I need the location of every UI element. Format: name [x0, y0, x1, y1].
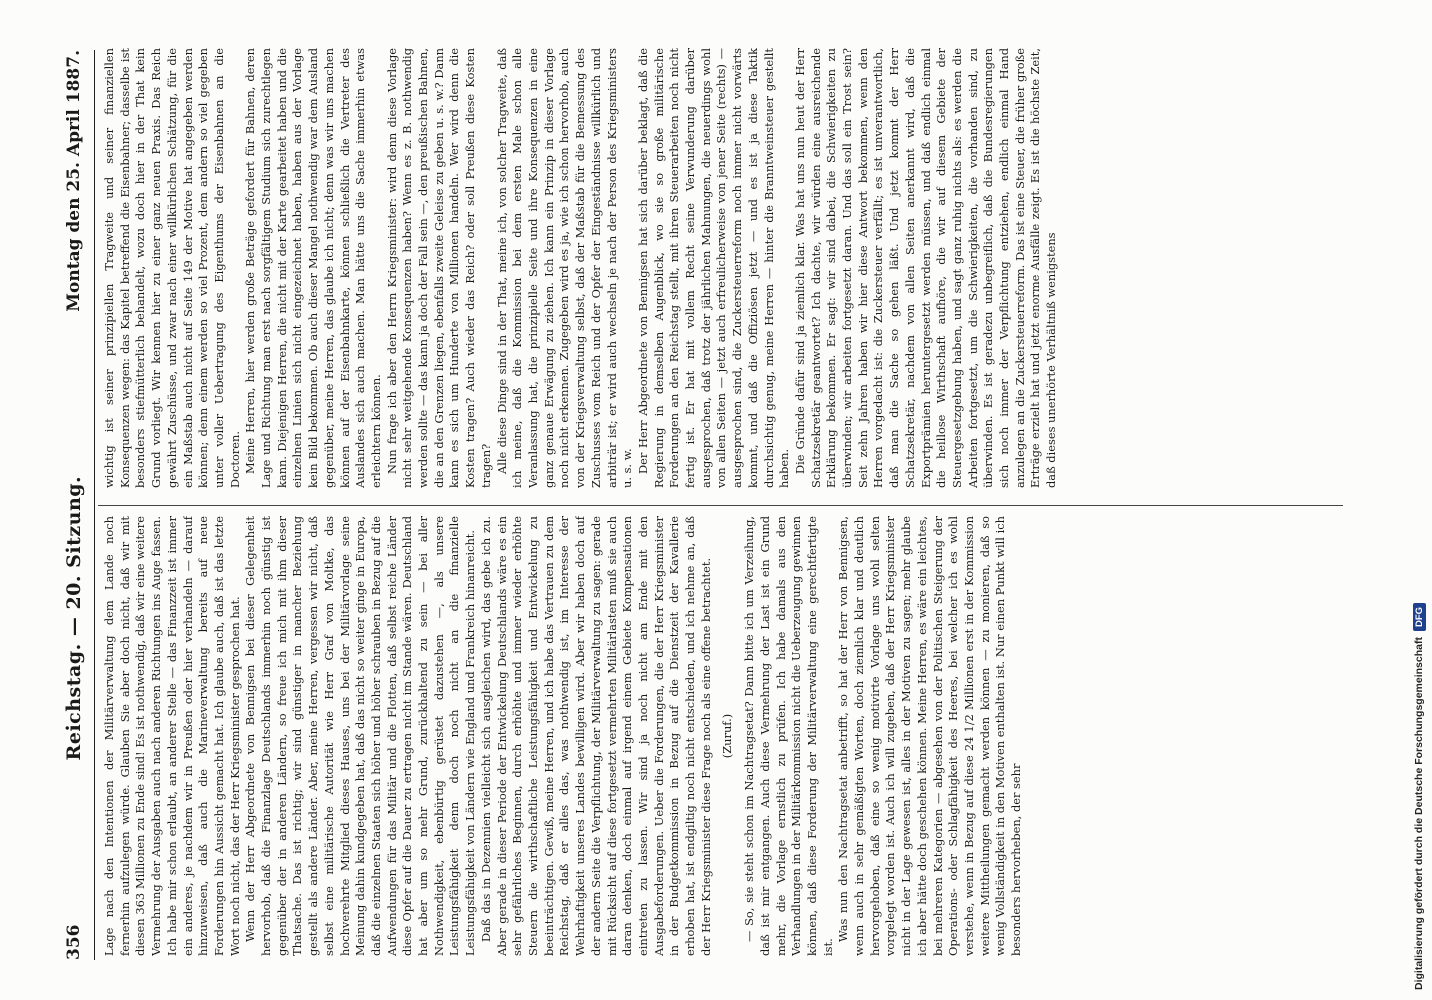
paragraph: Lage nach den Intentionen der Militärverwaltung dem Lande noch fernerhin aufzulegen würde. Glauben Sie aber doch nicht, daß wir mit diesen 363 Millionen zu Ende sind! Es ist nothwendig, daß wir eine weitere Vermehrung der Ausgaben auch nach anderen Richtungen ins Auge fassen. Ich habe mir schon erlaubt, an anderer Stelle — das Finanzzeit ist immer ein anderes, je nachdem wir in Preußen oder hier verhandeln — darauf hinzuweisen, daß auch die Marineverwaltung bereits auf neue Forderungen hin Aussicht gemacht hat. Ich glaube auch, daß ist das letzte Wort noch nicht, das der Herr Kriegsminister gesprochen hat. [102, 516, 242, 956]
running-head: Reichstag. — 20. Sitzung. [63, 475, 85, 761]
header-rule [94, 50, 95, 960]
paragraph: Wenn der Herr Abgeordnete von Bennigsen bei dieser Gelegenheit hervorhob, daß die Finanzlage Deutschlands immerhin noch günstig ist gegenüber der in anderen Ländern, so freue ich mich mit ihm dieser Thatsache. Das ist richtig; wir sind günstiger in mancher Beziehung gestellt als andere Länder. Aber, meine Herren, vergessen wir nicht, daß selbst eine militärische Autorität wie Herr Graf von Moltke, das hochverehrte Mitglied dieses Hauses, uns bei der Militärvorlage seine Meinung dahin kundgegeben hat, daß das nicht so weiter ginge in Europa, daß die einzelnen Staaten sich höher und höher schrauben in Bezug auf die Aufwendungen für das Militär und die Flotten, daß selbst reiche Länder diese Opfer auf die Dauer zu ertragen nicht im Stande wären. Deutschland hat aber um so mehr Grund, zurückhaltend zu sein — bei aller Nothwendigkeit, ebenbürtig gerüstet dazustehen —, als unsere Leistungsfähigkeit denn doch noch nicht an die finanzielle Leistungsfähigkeit von Ländern wie England und Frankreich hinanreicht. [243, 516, 478, 956]
paragraph: Was nun den Nachtragsetat anbetrifft, so hat der Herr von Bennigsen, wenn auch in sehr gemäßigten Worten, doch ziemlich klar und deutlich hervorgehoben, daß eine so wenig motivirte Vorlage uns wohl selten vorgelegt worden ist. Auch ich will zugeben, daß der Herr Kriegsminister nicht in der Lage gewesen ist, alles in der Motiven zu sagen; mehr glaube ich aber hätte doch geschehen können. Meine Herren, es wäre ein leichtes, bei mehreren Kategorien — abgesehen von der Politischen Steigerung der Operations- oder Schlagfähigkeit des Heeres, bei welcher ich es wohl verstehe, wenn in Bezug auf diese 24 1/2 Millionen erst in der Kommission weitere Mittheilungen gemacht werden können — zu monieren, daß so wenig Vollständigkeit in den Motiven enthalten ist. Nur einen Punkt will ich besonders hervorheben, der sehr [836, 516, 1024, 956]
paragraph: Alle diese Dinge sind in der That, meine ich, von solcher Tragweite, daß ich meine, daß die Kommission bei dem ersten Male schon alle Veranlassung hat, die prinzipielle Seite und ihre Konsequenzen in eine ganz genaue Erwägung zu ziehen. Ich kann ein Prinzip in dieser Vorlage noch nicht erkennen. Zugegeben wird es ja, wie ich schon hervorhob, auch von der Kriegsverwaltung selbst, daß der Maßstab für die Bemessung des Zuschusses vom Reich und der Opfer der Eingeständnisse willkürlich und arbiträr ist; er wird auch wechseln je nach der Person des Kriegsministers u. s. w. [494, 48, 635, 488]
interjection: (Zuruf.) [720, 713, 735, 759]
page-header [54, 50, 94, 960]
paragraph: Nun frage ich aber den Herrn Kriegsminister: wird denn diese Vorlage nicht sehr weitgehende Konsequenzen haben? Wenn es z. B. nothwendig werden sollte — das kann ja doch der Fall sein —, den preußischen Bahnen, die an den Grenzen liegen, ebenfalls zweite Geleise zu geben u. s. w.? Dann kann es sich um Hunderte von Millionen handeln. Wer wird denn die Kosten tragen? Auch wieder das Reich? oder soll Preußen diese Kosten tragen? [384, 48, 493, 488]
paragraph: wichtig ist seiner prinzipiellen Tragweite und seiner finanziellen Konsequenzen wegen: das Kapitel betreffend die Eisenbahner; dasselbe ist besonders stiefmütterlich behandelt, wozu doch hier in der That kein Grund vorliegt. Wir kennen hier zu einer ganz neuen Praxis. Das Reich gewährt Zuschüsse, und zwar nach einer willkürlichen Schätzung, für die ein Maßstab auch nicht auf Seite 149 der Motive hat angegeben werden können; denn einem werden so viel Prozent, dem andern so viel gegeben unter voller Uebertragung des Eigenthums der Eisenbahnen an die Doctoren. [102, 48, 242, 488]
column-divider [98, 505, 1343, 506]
paragraph: Die Gründe dafür sind ja ziemlich klar. Was hat uns nun heut der Herr Schatzsekretär geantwortet? Ich dachte, wir würden eine ausreichende Erklärung bekommen. Er sagt: wir sind dabei, die Schwierigkeiten zu überwinden; wir arbeiten fortgesetzt daran. Und das soll ein Trost sein? Seit zehn Jahren haben wir hier diese Antwort bekommen, wenn den Herren vorgedacht ist: die Zuckersteuer verfällt; es ist unverantwortlich, daß man die Sache so gehen läßt. Und jetzt kommt der Herr Schatzsekretär, nachdem von allen Seiten anerkannt wird, daß die Exportprämien heruntergesetzt werden müssen, und daß endlich einmal die heillose Wirthschaft aufhöre, die wir auf diesem Gebiete der Steuergesetzgebung haben, und sagt ganz ruhig nichts als: es werden die Arbeiten fortgesetzt, um die Schwierigkeiten, die vorhanden sind, zu überwinden. Es ist geradezu unbegreiflich, daß die Bundesregierungen sich noch immer der Verpflichtung entziehen, endlich einmal Hand anzulegen an die Zuckersteuerreform. Das ist eine Steuer, die früher große Erträge erzielt hat und jetzt enorme Ausfälle zeigt. Es ist die höchste Zeit, daß dieses unerhörte Verhältniß wenigstens [792, 48, 1059, 488]
paragraph: Daß das in Dezennien vielleicht sich ausgleichen wird, das gebe ich zu. Aber gerade in dieser Periode der Entwickelung Deutschlands wäre es ein sehr gefährliches Beginnen, durch erhöhte und immer wieder erhöhte Steuern die wirthschaftliche Leistungsfähigkeit und Entwickelung zu beeinträchtigen. Gewiß, meine Herren, und ich habe das Vertrauen zu dem Reichstag, daß er alles das, was nothwendig ist, im Interesse der Wehrhaftigkeit unseres Landes bewilligen wird. Aber wir haben doch auf der andern Seite die Verpflichtung, der Militärverwaltung zu sagen: gerade mit Rücksicht auf diese fortgesetzt vermehrten Militärlasten muß sie auch daran denken, doch einmal auf irgend einem Gebiete Kompensationen eintreten zu lassen. Wir sind ja noch nicht am Ende mit den Ausgabeforderungen. Ueber die Forderungen, die der Herr Kriegsminister in der Budgetkommission in Bezug auf die Dienstzeit der Kavallerie erhoben hat, ist endgiltig noch nicht entschieden, und ich nehme an, daß der Herr Kriegsminister diese Frage noch als eine offene betrachtet. [478, 516, 713, 956]
left-column [102, 516, 1342, 956]
right-column [102, 48, 1342, 488]
digitization-note-text: Digitalisierung gefördert durch die Deutsche Forschungsgemeinschaft [1413, 637, 1425, 990]
session-date: Montag den 25. April 1887. [64, 50, 84, 312]
paragraph: Der Herr Abgeordnete von Bennigsen hat sich darüber beklagt, daß die Regierung in demselben Augenblick, wo sie so große militärische Forderungen an den Reichstag stellt, mit ihren Steuerarbeiten noch nicht fertig ist. Er hat mit vollem Recht seine Verwunderung darüber ausgesprochen, daß trotz der jährlichen Mahnungen, die neuerdings wohl von allen Seiten — jetzt auch erfreulicherweise von jener Seite (rechts) — ausgesprochen sind, die Zuckersteuerreform noch immer nicht vorwärts kommt, und daß die Offiziösen jetzt — und es ist ja diese Taktik durchsichtig genug, meine Herren — hinter die Branntweinsteuer gestellt haben. [635, 48, 792, 488]
dfg-logo: DFG [1413, 603, 1426, 631]
page-number: 356 [64, 924, 84, 960]
digitization-note [1408, 290, 1430, 990]
paragraph: — So, sie steht schon im Nachtragsetat? Dann bitte ich um Verzeihung, daß ist mir entgangen. Auch diese Vermehrung der Last ist ein Grund mehr, die Vorlage ernstlich zu prüfen. Ich habe damals aus den Verhandlungen in der Militärkommission nicht die Ueberzeugung gewinnen können, daß diese Forderung der Militärverwaltung eine gerechtfertigte ist. [742, 516, 835, 956]
paragraph: Meine Herren, hier werden große Beträge gefordert für Bahnen, deren Lage und Richtung man erst nach sorgfältigem Studium sich zurechtlegen kann. Diejenigen Herren, die nicht mit der Karte gearbeitet haben und die einzelnen Linien sich nicht eingezeichnet haben, haben aus der Vorlage kein Bild bekommen. Ob auch dieser Mangel nothwendig war dem Ausland gegenüber, meine Herren, das glaube ich nicht; denn was wir uns machen können auf der Eisenbahnkarte, können schließlich die Vertreter des Auslandes sich auch machen. Man hätte uns die Sache immerhin etwas erleichtern können. [243, 48, 383, 488]
